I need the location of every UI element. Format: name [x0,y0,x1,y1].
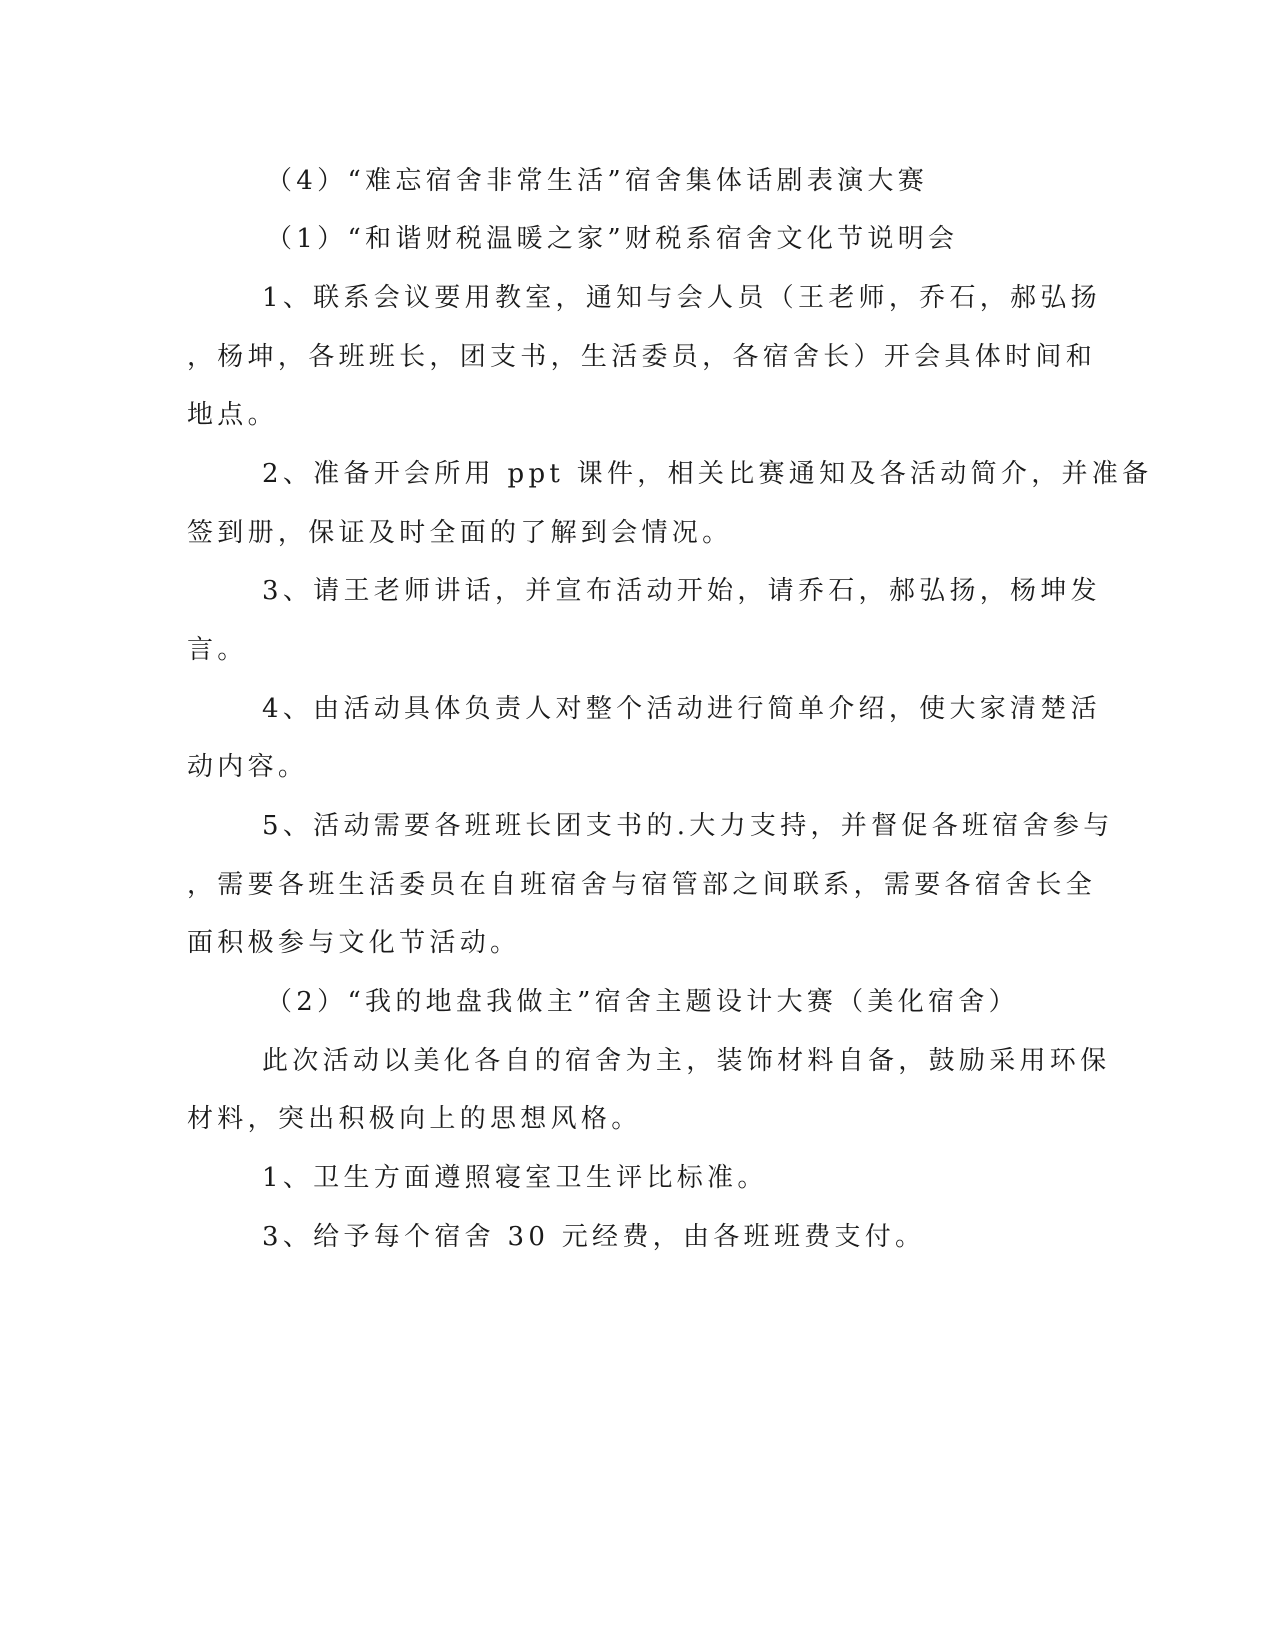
section-heading-4: （4）“难忘宿舍非常生活”宿舍集体话剧表演大赛 [266,166,929,196]
paragraph-line: 签到册，保证及时全面的了解到会情况。 [187,518,733,548]
paragraph-line: 2、准备开会所用 ppt 课件，相关比赛通知及各活动简介，并准备 [262,459,1153,489]
section-heading-1: （1）“和谐财税温暖之家”财税系宿舍文化节说明会 [266,224,959,254]
paragraph-line: ，杨坤，各班班长，团支书，生活委员，各宿舍长）开会具体时间和 [187,342,1097,372]
paragraph-line: 1、卫生方面遵照寝室卫生评比标准。 [262,1163,768,1193]
paragraph-line: 动内容。 [187,752,309,782]
paragraph-line: 地点。 [187,400,278,430]
paragraph-line: 材料，突出积极向上的思想风格。 [187,1104,642,1134]
paragraph-line: ，需要各班生活委员在自班宿舍与宿管部之间联系，需要各宿舍长全 [187,870,1097,900]
paragraph-line: 1、联系会议要用教室，通知与会人员（王老师，乔石，郝弘扬 [262,283,1101,313]
paragraph-line: 面积极参与文化节活动。 [187,928,521,958]
paragraph-line: 3、给予每个宿舍 30 元经费，由各班班费支付。 [262,1222,926,1252]
paragraph-line: 4、由活动具体负责人对整个活动进行简单介绍，使大家清楚活 [262,694,1101,724]
section-heading-2: （2）“我的地盘我做主”宿舍主题设计大赛（美化宿舍） [266,987,1019,1017]
paragraph-line: 言。 [187,635,248,665]
paragraph-line: 3、请王老师讲话，并宣布活动开始，请乔石，郝弘扬，杨坤发 [262,576,1101,606]
paragraph-line: 此次活动以美化各自的宿舍为主，装饰材料自备，鼓励采用环保 [262,1046,1111,1076]
paragraph-line: 5、活动需要各班班长团支书的.大力支持，并督促各班宿舍参与 [262,811,1114,841]
